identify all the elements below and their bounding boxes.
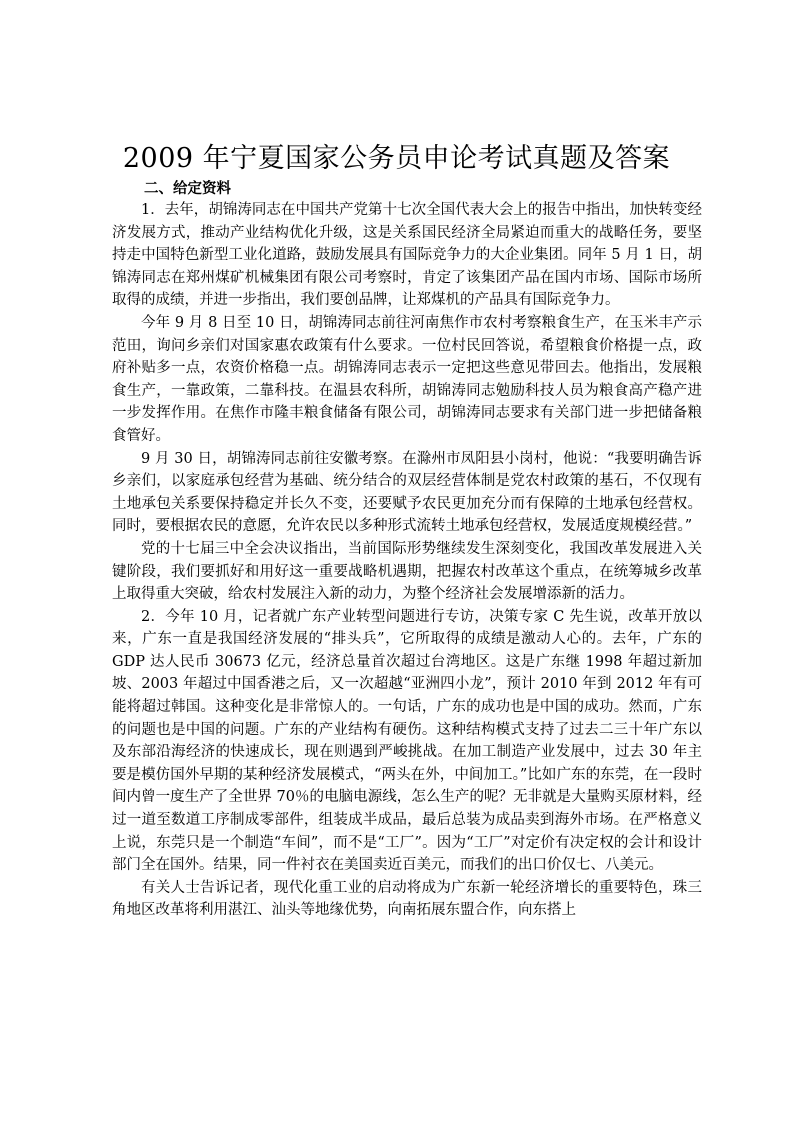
paragraph-4: 党的十七届三中全会决议指出，当前国际形势继续发生深刻变化，我国改革发展进入关键阶段，我们要抓好和用好这一重要战略机遇期，把握农村改革这个重点，在统筹城乡改革上取得重大突破，给农村发展注入新的动力，为整个经济社会发展增添新的活力。 bbox=[112, 540, 702, 603]
section-heading: 二、给定资料 bbox=[144, 180, 231, 197]
paragraph-1: 1．去年，胡锦涛同志在中国共产党第十七次全国代表大会上的报告中指出，加快转变经济发展方式，推动产业结构优化升级，这是关系国民经济全局紧迫而重大的战略任务，要坚持走中国特色新型工业化道路，鼓励发展具有国际竞争力的大企业集团。同年 5 月 1 日，胡锦涛同志在郑州煤矿机械集团有限公司考察时，肯定了该集团产品在国内市场、国际市场所取得的成绩，并进一步指出，我们要创品牌，让郑煤机的产品具有国际竞争力。 bbox=[112, 202, 702, 309]
body-text bbox=[112, 199, 702, 922]
paragraph-2: 今年 9 月 8 日至 10 日，胡锦涛同志前往河南焦作市农村考察粮食生产，在玉米丰产示范田，询问乡亲们对国家惠农政策有什么要求。一位村民回答说，希望粮食价格提一点，政府补贴多一点，农资价格稳一点。胡锦涛同志表示一定把这些意见带回去。他指出，发展粮食生产，一靠政策，二靠科技。在温县农科所，胡锦涛同志勉励科技人员为粮食高产稳产进一步发挥作用。在焦作市隆丰粮食储备有限公司，胡锦涛同志要求有关部门进一步把储备粮食管好。 bbox=[112, 314, 702, 444]
paragraph-5: 2．今年 10 月，记者就广东产业转型问题进行专访，决策专家 C 先生说，改革开放以来，广东一直是我国经济发展的“排头兵”，它所取得的成绩是激动人心的。去年，广东的 GDP 达人民币 30673 亿元，经济总量首次超过台湾地区。这是广东继 1998 年超过新加坡、2003 年超过中国香港之后，又一次超越“亚洲四小龙”，预计 2010 年到 2012 年有可能将超过韩国。这种变化是非常惊人的。一句话，广东的成功也是中国的成功。然而，广东的问题也是中国的问题。广东的产业结构有硬伤。这种结构模式支持了过去二三十年广东以及东部沿海经济的快速成长，现在则遇到严峻挑战。在加工制造产业发展中，过去 30 年主要是模仿国外早期的某种经济发展模式，“两头在外，中间加工。”比如广东的东莞，在一段时间内曾一度生产了全世界 70％的电脑电源线，怎么生产的呢？无非就是大量购买原材料，经过一道至数道工序制成零部件，组装成半成品，最后总装为成品卖到海外市场。在严格意义上说，东莞只是一个制造“车间”，而不是“工厂”。因为“工厂”对定价有决定权的会计和设计部门全在国外。结果，同一件衬衣在美国卖近百美元，而我们的出口价仅七、八美元。 bbox=[112, 608, 702, 874]
paragraph-3: 9 月 30 日，胡锦涛同志前往安徽考察。在滁州市凤阳县小岗村，他说：“我要明确告诉乡亲们，以家庭承包经营为基础、统分结合的双层经营体制是党农村政策的基石，不仅现有土地承包关系要保持稳定并长久不变，还要赋予农民更加充分而有保障的土地承包经营权。同时，要根据农民的意愿，允许农民以多种形式流转土地承包经营权，发展适度规模经营。” bbox=[112, 450, 702, 535]
page-title: 2009 年宁夏国家公务员申论考试真题及答案 bbox=[122, 143, 671, 174]
paragraph-6: 有关人士告诉记者，现代化重工业的启动将成为广东新一轮经济增长的重要特色，珠三角地区改革将利用湛江、汕头等地缘优势，向南拓展东盟合作，向东搭上 bbox=[112, 879, 702, 919]
